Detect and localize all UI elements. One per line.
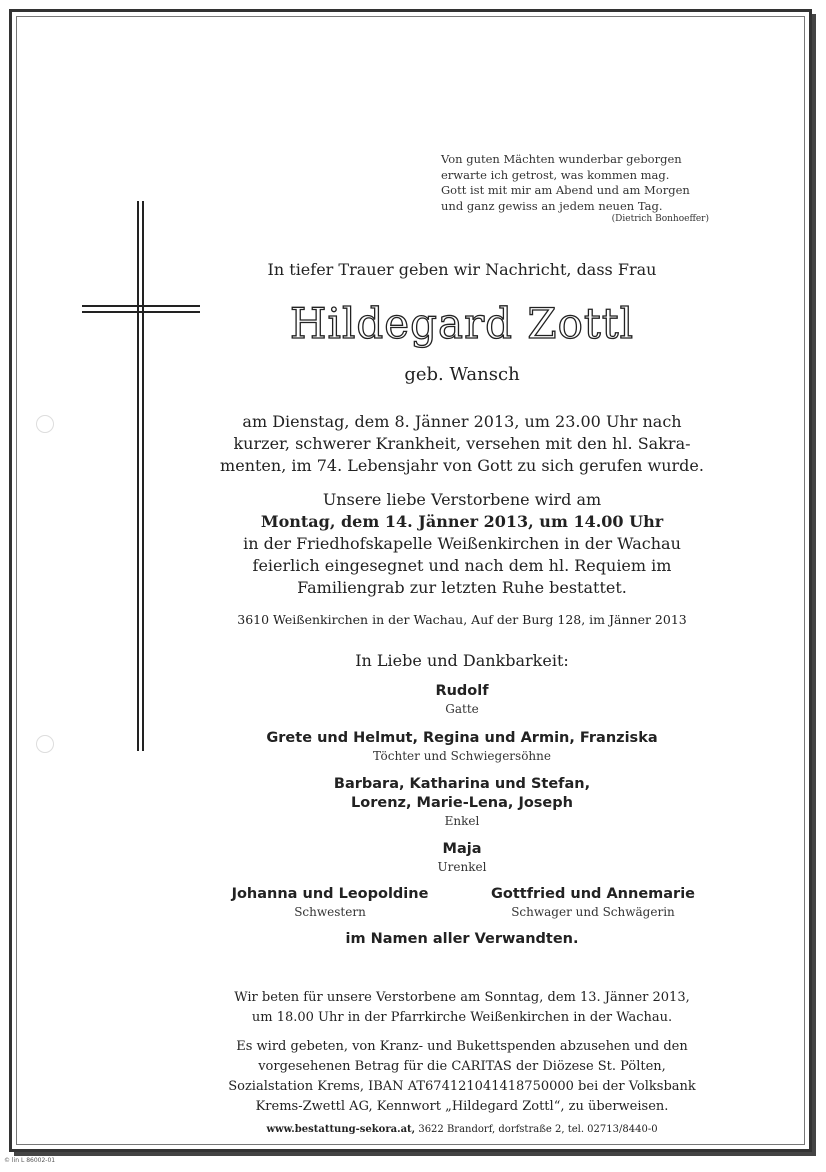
mourner-role: Urenkel xyxy=(437,860,487,874)
closing-line: im Namen aller Verwandten. xyxy=(345,931,579,947)
print-code: © lin L 86002-01 xyxy=(4,1157,56,1164)
prayer-line: um 18.00 Uhr in der Pfarrkirche Weißenkirchen in der Wachau. xyxy=(251,1010,673,1025)
deceased-name: Hildegard Zottl xyxy=(289,299,635,348)
death-notice xyxy=(200,411,724,477)
in-laws-entry xyxy=(463,885,723,920)
funeral-notice xyxy=(200,489,724,599)
donation-line: Es wird gebeten, von Kranz- und Bukettspenden abzusehen und den xyxy=(236,1039,688,1054)
donation-notice xyxy=(200,1037,724,1117)
punch-hole-top xyxy=(36,415,54,433)
poem-line: Von guten Mächten wunderbar geborgen xyxy=(441,152,682,166)
siblings-entry xyxy=(200,885,460,920)
donation-line: Krems-Zwettl AG, Kennwort „Hildegard Zottl“, zu überweisen. xyxy=(255,1099,669,1114)
prayer-line: Wir beten für unsere Verstorbene am Sonntag, dem 13. Jänner 2013, xyxy=(234,990,690,1005)
mourner-role: Töchter und Schwiegersöhne xyxy=(373,749,551,763)
footer-imprint xyxy=(200,1124,724,1135)
poem-line: erwarte ich getrost, was kommen mag. xyxy=(441,167,670,182)
place-date-line: 3610 Weißenkirchen in der Wachau, Auf der Burg 128, im Jänner 2013 xyxy=(237,612,687,627)
intro-text: In tiefer Trauer geben wir Nachricht, dass Frau xyxy=(267,260,657,279)
funeral-line: feierlich eingesegnet und nach dem hl. Requiem im xyxy=(252,556,672,575)
poem-line: und ganz gewiss an jedem neuen Tag. xyxy=(441,198,663,213)
funeral-line: in der Friedhofskapelle Weißenkirchen in der Wachau xyxy=(243,534,681,553)
funeral-line: Familiengrab zur letzten Ruhe bestattet. xyxy=(297,578,627,597)
mourner-entry xyxy=(200,729,724,764)
poem-line: Gott ist mit mir am Abend und am Morgen xyxy=(441,183,690,197)
mourner-name: Maja xyxy=(442,841,482,857)
mourner-name: Barbara, Katharina und Stefan, xyxy=(333,776,591,792)
mourner-name: Lorenz, Marie-Lena, Joseph xyxy=(351,795,573,811)
thanks-heading: In Liebe und Dankbarkeit: xyxy=(355,651,569,670)
footer-url[interactable]: www.bestattung-sekora.at, xyxy=(266,1124,416,1135)
footer-address: 3622 Brandorf, dorfstraße 2, tel. 02713/8440-0 xyxy=(415,1124,658,1135)
mourner-entry xyxy=(200,682,724,717)
mourner-role: Gatte xyxy=(445,702,479,716)
siblings-role: Schwestern xyxy=(294,905,366,919)
in-laws-role: Schwager und Schwägerin xyxy=(511,905,675,919)
punch-hole-bottom xyxy=(36,735,54,753)
prayer-notice xyxy=(200,988,724,1028)
mourner-name: Rudolf xyxy=(435,683,489,699)
border-shadow-right xyxy=(812,14,816,1156)
poem xyxy=(441,152,721,225)
funeral-line: Unsere liebe Verstorbene wird am xyxy=(322,490,602,509)
mourner-entry xyxy=(200,775,724,829)
mourner-entry xyxy=(200,840,724,875)
maiden-name: geb. Wansch xyxy=(404,364,520,385)
donation-line: Sozialstation Krems, IBAN AT674121041418750000 bei der Volksbank xyxy=(228,1079,696,1094)
in-laws-name: Gottfried und Annemarie xyxy=(490,886,696,902)
death-notice-line: kurzer, schwerer Krankheit, versehen mit den hl. Sakra- xyxy=(233,434,691,453)
mourner-name: Grete und Helmut, Regina und Armin, Franziska xyxy=(266,730,658,746)
funeral-date: Montag, dem 14. Jänner 2013, um 14.00 Uhr xyxy=(260,512,664,531)
siblings-name: Johanna und Leopoldine xyxy=(231,886,429,902)
border-shadow-bottom xyxy=(14,1152,816,1156)
death-notice-line: menten, im 74. Lebensjahr von Gott zu sich gerufen wurde. xyxy=(220,456,704,475)
donation-line: vorgesehenen Betrag für die CARITAS der Diözese St. Pölten, xyxy=(258,1059,666,1074)
poem-author: (Dietrich Bonhoeffer) xyxy=(611,214,709,224)
death-notice-line: am Dienstag, dem 8. Jänner 2013, um 23.00 Uhr nach xyxy=(242,412,682,431)
mourner-role: Enkel xyxy=(444,814,480,828)
